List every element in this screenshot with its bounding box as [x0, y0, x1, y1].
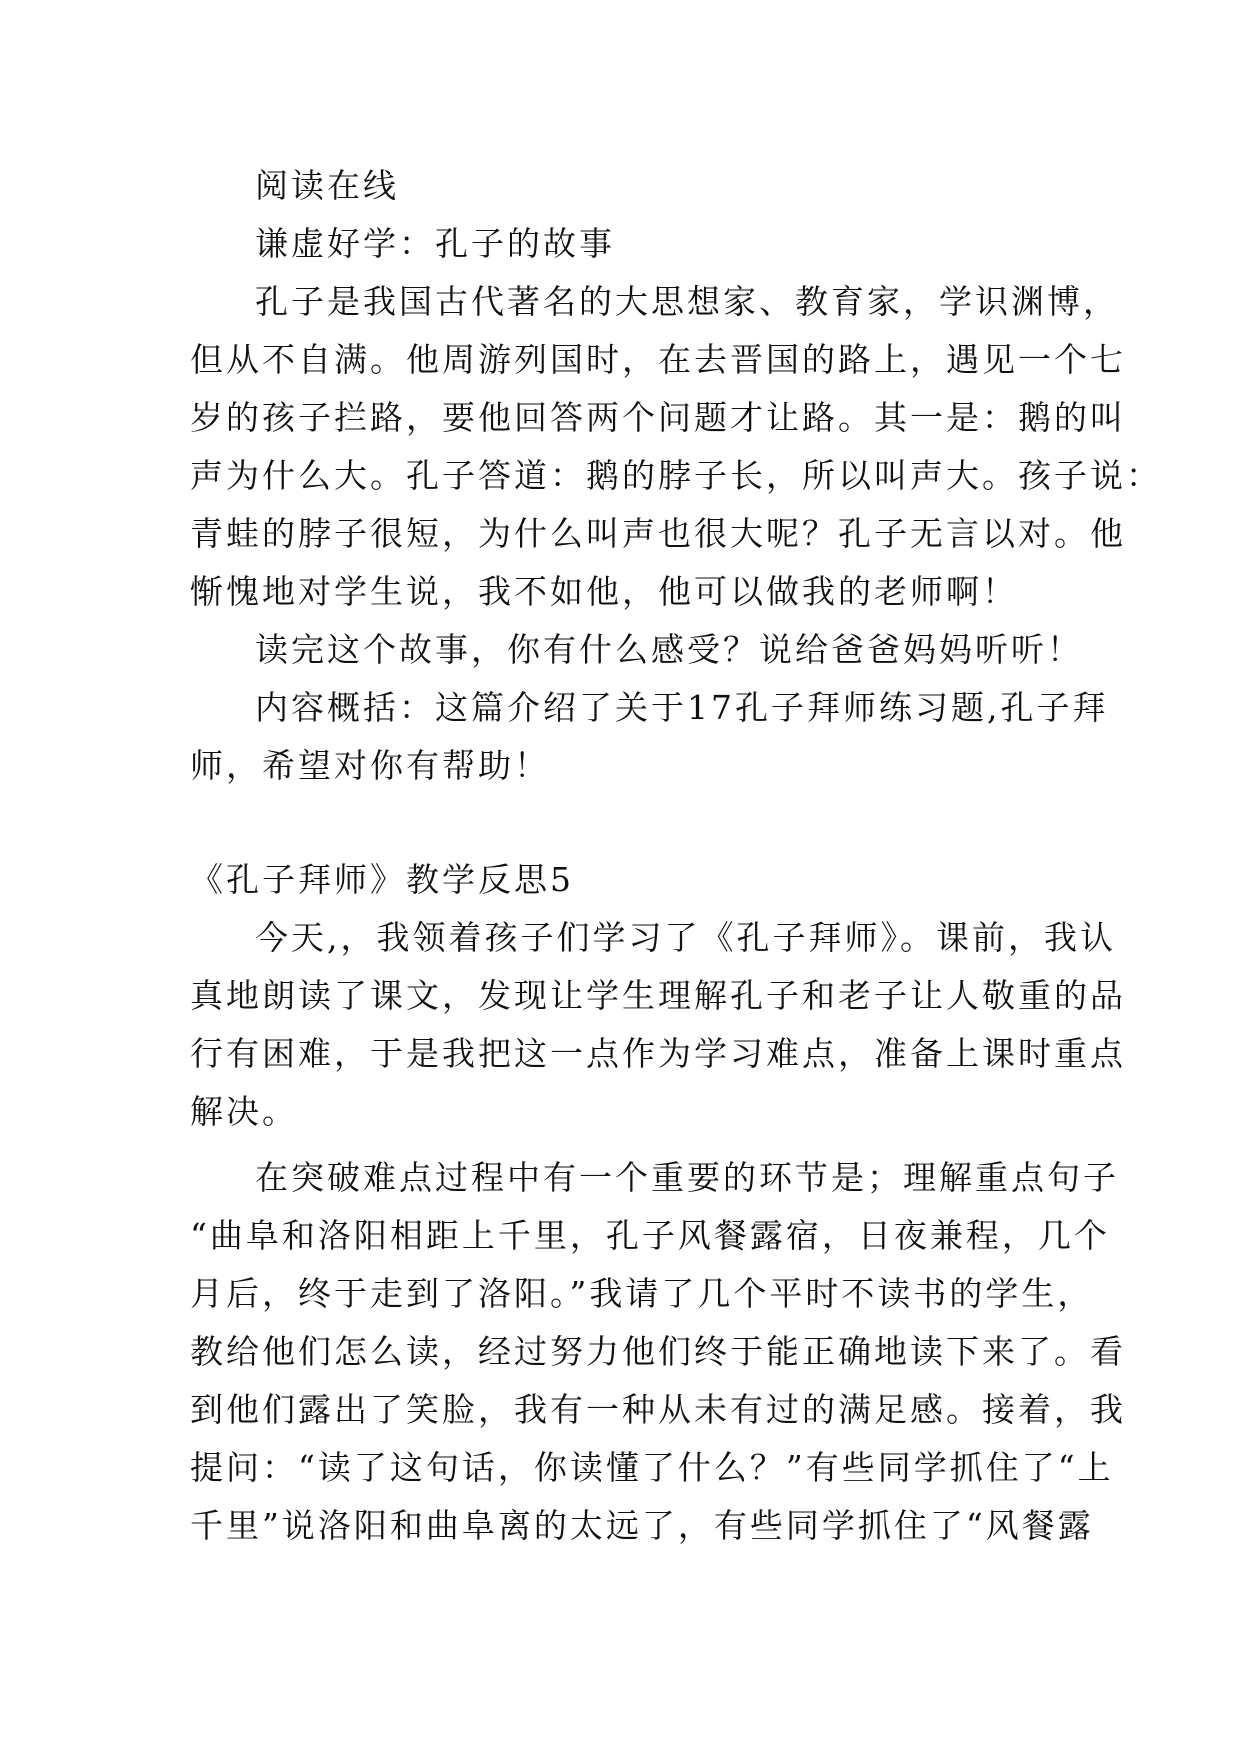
paragraph-line: “曲阜和洛阳相距上千里，孔子风餐露宿，日夜兼程，几个: [190, 1216, 1110, 1255]
paragraph-line: 到他们露出了笑脸，我有一种从未有过的满足感。接着，我: [190, 1390, 1126, 1429]
story-title: 谦虚好学：孔子的故事: [255, 224, 615, 263]
story-line: 但从不自满。他周游列国时，在去晋国的路上，遇见一个七: [190, 340, 1126, 379]
summary-line: 师，希望对你有帮助！: [190, 746, 550, 785]
story-line: 岁的孩子拦路，要他回答两个问题才让路。其一是：鹅的叫: [190, 398, 1126, 437]
paragraph-line: 今天,，我领着孩子们学习了《孔子拜师》。课前，我认: [255, 918, 1116, 957]
reflection-title: 《孔子拜师》教学反思5: [190, 860, 574, 899]
reading-question: 读完这个故事，你有什么感受？说给爸爸妈妈听听！: [255, 630, 1083, 669]
paragraph-line: 千里”说洛阳和曲阜离的太远了，有些同学抓住了“风餐露: [190, 1506, 1094, 1545]
paragraph-line: 行有困难，于是我把这一点作为学习难点，准备上课时重点: [190, 1034, 1126, 1073]
summary-line: 内容概括：这篇介绍了关于17孔子拜师练习题,孔子拜: [255, 688, 1109, 727]
paragraph-line: 在突破难点过程中有一个重要的环节是；理解重点句子: [255, 1158, 1119, 1197]
story-line: 青蛙的脖子很短，为什么叫声也很大呢？孔子无言以对。他: [190, 514, 1126, 553]
story-line: 声为什么大。孔子答道：鹅的脖子长，所以叫声大。孩子说：: [190, 456, 1162, 495]
paragraph-line: 月后，终于走到了洛阳。”我请了几个平时不读书的学生，: [190, 1274, 1094, 1313]
paragraph-line: 提问：“读了这句话，你读懂了什么？”有些同学抓住了“上: [190, 1448, 1114, 1487]
paragraph-line: 真地朗读了课文，发现让学生理解孔子和老子让人敬重的品: [190, 976, 1126, 1015]
paragraph-line: 教给他们怎么读，经过努力他们终于能正确地读下来了。看: [190, 1332, 1126, 1371]
story-line: 惭愧地对学生说，我不如他，他可以做我的老师啊！: [190, 572, 1018, 611]
section-heading: 阅读在线: [255, 166, 399, 205]
story-line: 孔子是我国古代著名的大思想家、教育家，学识渊博，: [255, 282, 1119, 321]
paragraph-line: 解决。: [190, 1092, 298, 1131]
